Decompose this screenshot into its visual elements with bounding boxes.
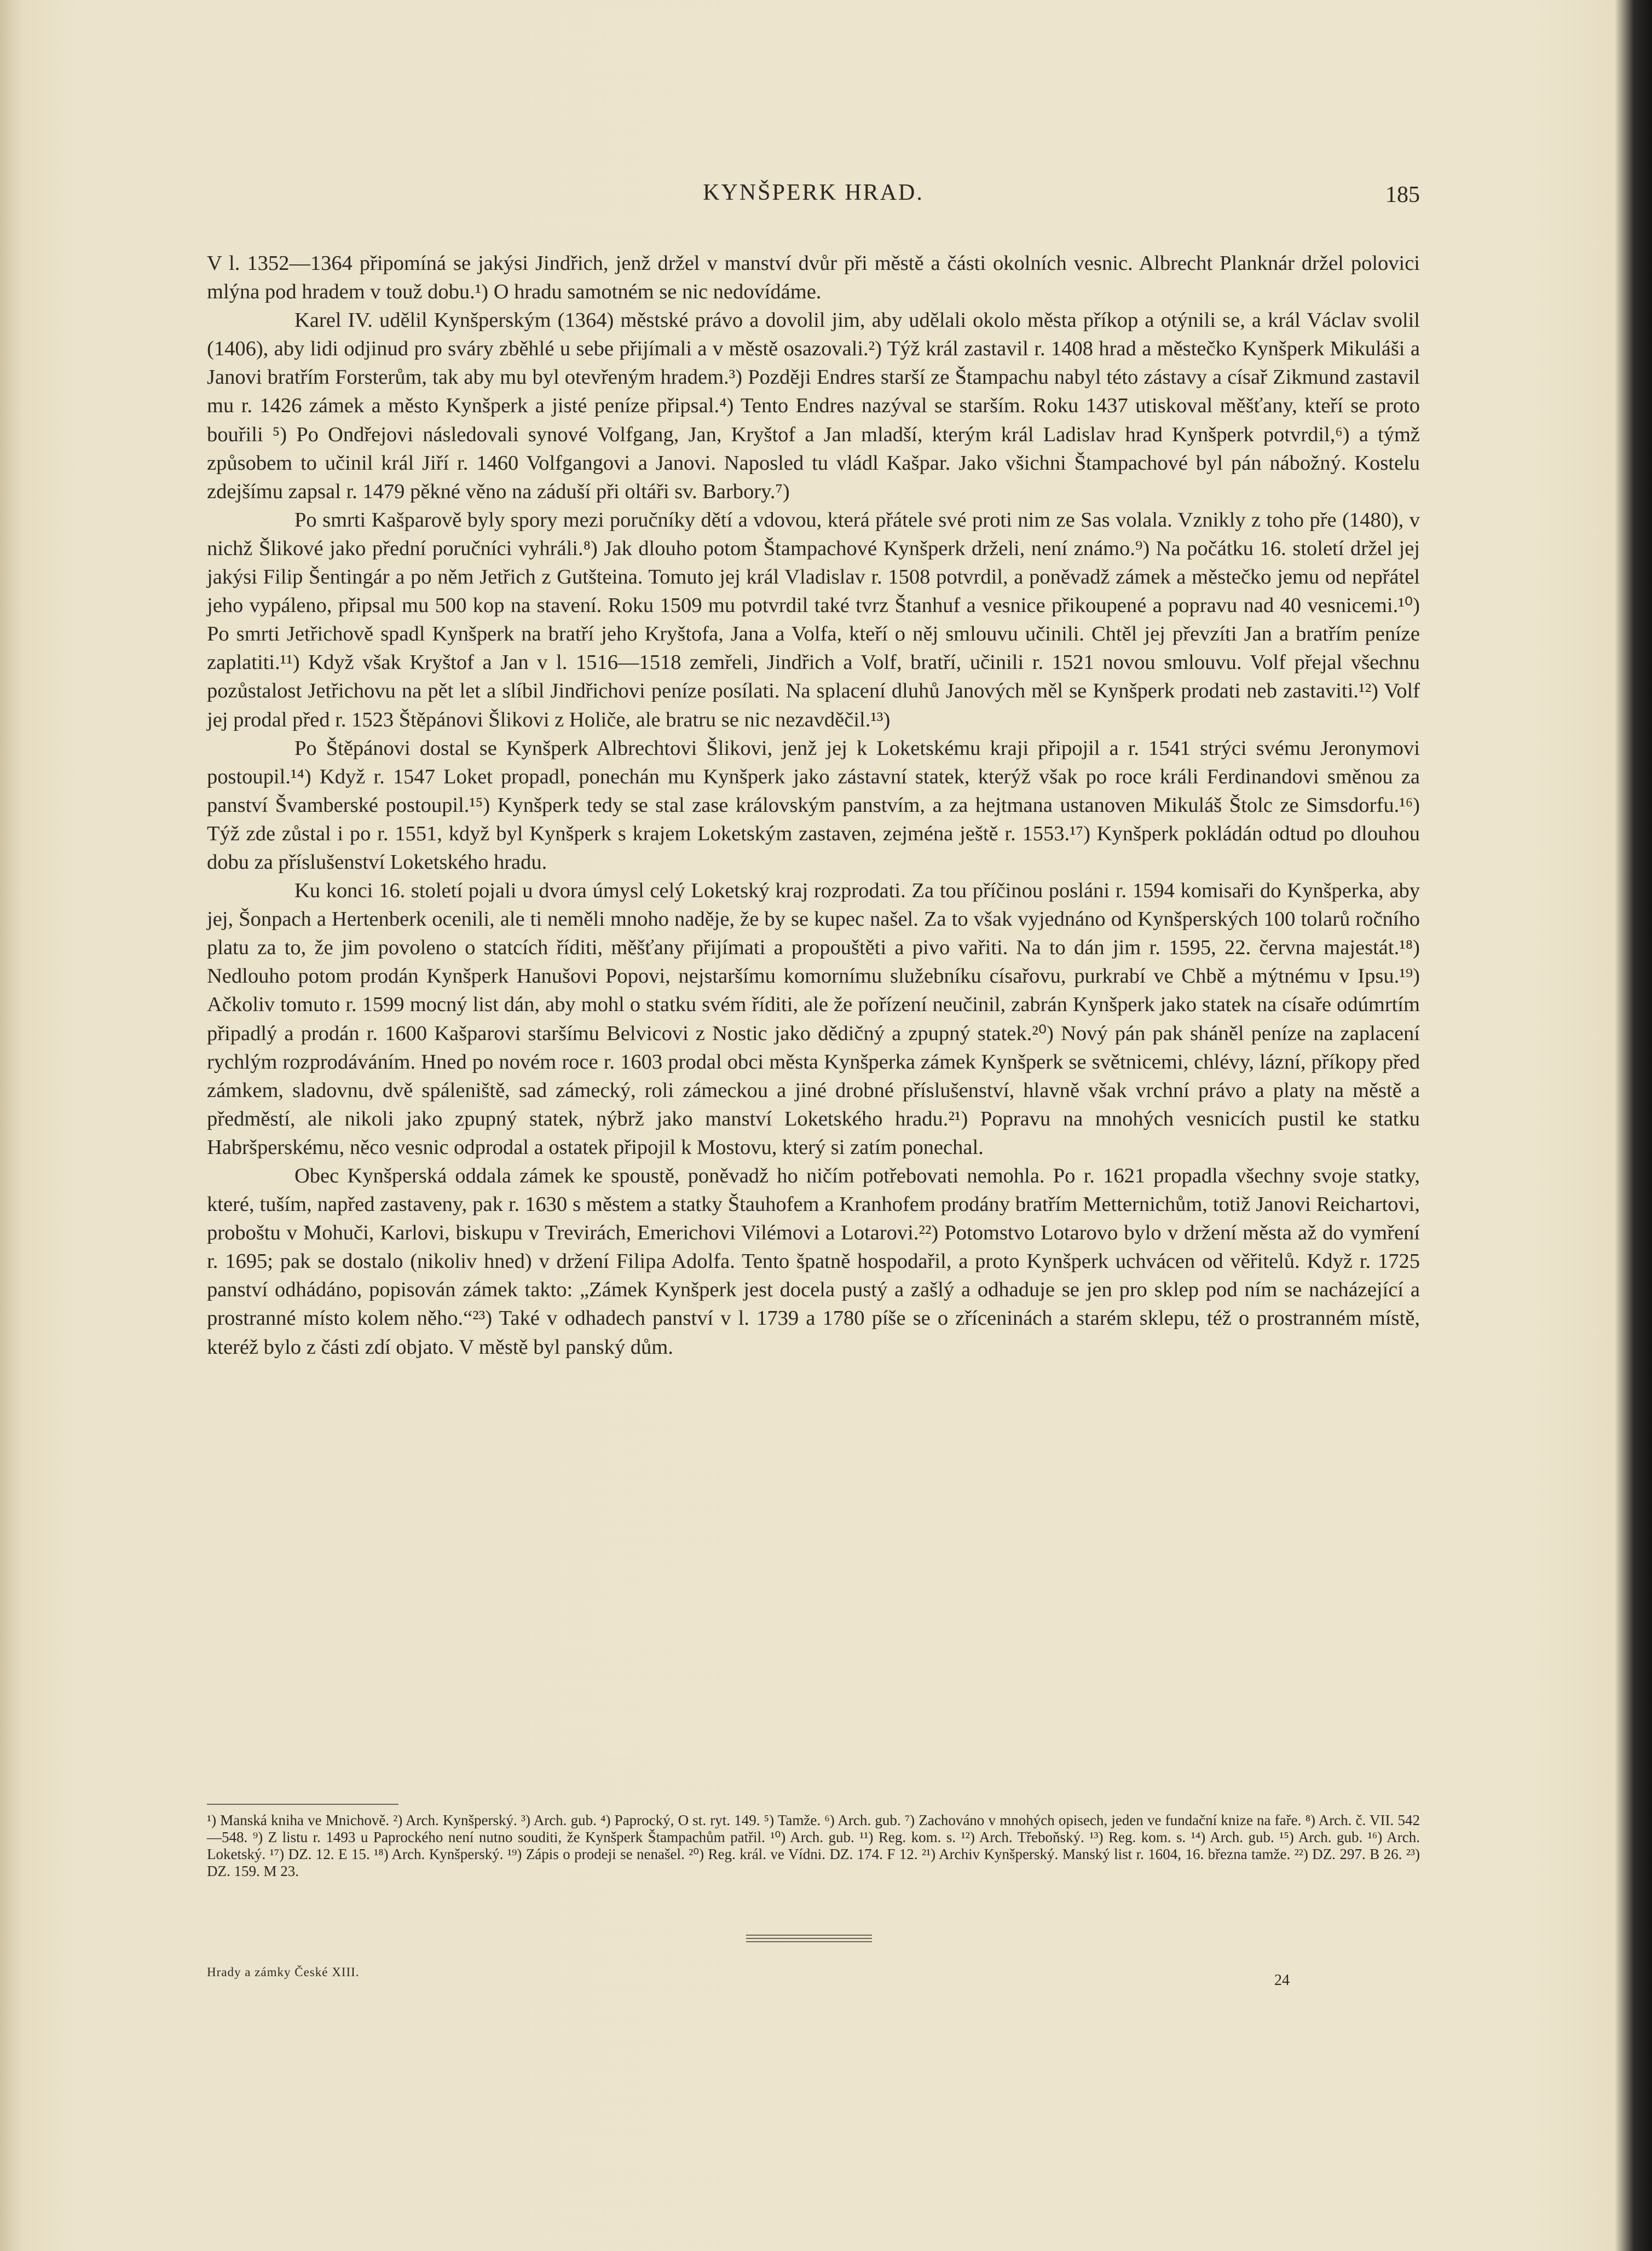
paragraph: Po Štěpánovi dostal se Kynšperk Albrechtovi Šlikovi, jenž jej k Loketskému kraji připojil a r. 1541 strýci svému Jeronymovi postoupil.¹⁴) Když r. 1547 Loket propadl, ponechán mu Kynšperk jako zástavní statek, kterýž však po roce králi Ferdinandovi směnou za panství Švamberské postoupil.¹⁵) Kynšperk tedy se stal zase královským panstvím, a za hejtmana ustanoven Mikuláš Štolc ze Simsdorfu.¹⁶) Týž zde zůstal i po r. 1551, když byl Kynšperk s krajem Loketským zastaven, zejména ještě r. 1553.¹⁷) Kynšperk pokládán odtud po dlouhou dobu za příslušenství Loketského hradu. [207, 736, 1420, 874]
book-page [207, 175, 1420, 2168]
running-header [207, 175, 1420, 208]
paragraph: Obec Kynšperská oddala zámek ke spoustě, poněvadž ho ničím potřebovati nemohla. Po r. 1621 propadla všechny svoje statky, které, tuším, napřed zastaveny, pak r. 1630 s městem a statky Štauhofem a Kranhofem prodány bratřím Metternichům, totiž Janovi Reichartovi, proboštu v Mohuči, Karlovi, biskupu v Trevirách, Emerichovi Vilémovi a Lotarovi.²²) Potomstvo Lotarovo bylo v držení města až do vymření r. 1695; pak se dostalo (nikoliv hned) v držení Filipa Adolfa. Tento špatně hospodařil, a proto Kynšperk uchvácen od věřitelů. Když r. 1725 panství odhádáno, popisován zámek takto: „Zámek Kynšperk jest docela pustý a zašlý a odhaduje se jen pro sklep pod ním se nacházející a prostranné místo kolem něho.“²³) Také v odhadech panství v l. 1739 a 1780 píše se o zříceninách a starém sklepu, též o prostranném místě, kteréž bylo z části zdí objato. V městě byl panský dům. [207, 1164, 1420, 1359]
paragraph: V l. 1352—1364 připomíná se jakýsi Jindřich, jenž držel v manství dvůr při městě a části okolních vesnic. Albrecht Planknár držel polovici mlýna pod hradem v touž dobu.¹) O hradu samotném se nic nedovídáme. [207, 252, 1420, 304]
paragraph: Po smrti Kašparově byly spory mezi poručníky dětí a vdovou, která přátele své proti nim ze Sas volala. Vznikly z toho pře (1480), v nichž Šlikové jako přední poručníci vyhráli.⁸) Jak dlouho potom Štampachové Kynšperk drželi, není známo.⁹) Na počátku 16. století držel jej jakýsi Filip Šentingár a po něm Jetřich z Gutšteina. Tomuto jej král Vladislav r. 1508 potvrdil, a poněvadž zámek a městečko jemu od nepřátel jeho vypáleno, připsal mu 500 kop na stavení. Roku 1509 mu potvrdil také tvrz Štanhuf a vesnice přikoupené a popravu nad 40 vesnicemi.¹⁰) Po smrti Jetřichově spadl Kynšperk na bratří jeho Kryštofa, Jana a Volfa, kteří o něj smlouvu učinili. Chtěl jej převzíti Jan a bratřím peníze zaplatiti.¹¹) Když však Kryštof a Jan v l. 1516—1518 zemřeli, Jindřich a Volf, bratří, učinili r. 1521 novou smlouvu. Volf přejal všechnu pozůstalost Jetřichovu na pět let a slíbil Jindřichovi peníze posílati. Na splacení dluhů Janových měl se Kynšperk prodati neb zastaviti.¹²) Volf jej prodal před r. 1523 Štěpánovi Šlikovi z Holiče, ale bratru se nic nezavděčil.¹³) [207, 508, 1420, 731]
running-title: KYNŠPERK HRAD. [703, 180, 924, 205]
paragraph: Karel IV. udělil Kynšperským (1364) městské právo a dovolil jim, aby udělali okolo města příkop a otýnili se, a král Václav svolil (1406), aby lidi odjinud pro sváry zběhlé u sebe přijímali a v městě osazovali.²) Týž král zastavil r. 1408 hrad a městečko Kynšperk Mikuláši a Janovi bratřím Forsterům, tak aby mu byl otevřeným hradem.³) Později Endres starší ze Štampachu nabyl této zástavy a císař Zikmund zastavil mu r. 1426 zámek a město Kynšperk a jisté peníze připsal.⁴) Tento Endres nazýval se starším. Roku 1437 utiskoval měšťany, kteří se proto bouřili ⁵) Po Ondřejovi následovali synové Volfgang, Jan, Kryštof a Jan mladší, kterým král Ladislav hrad Kynšperk potvrdil,⁶) a týmž způsobem to učinil král Jiří r. 1460 Volfgangovi a Janovi. Naposled tu vládl Kašpar. Jako všichni Štampachové byl pán nábožný. Kostelu zdejšímu zapsal r. 1479 pěkné věno na záduší při oltáři sv. Barbory.⁷) [207, 309, 1420, 503]
ornament-rule [746, 1935, 872, 1943]
paragraph: Ku konci 16. století pojali u dvora úmysl celý Loketský kraj rozprodati. Za tou příčinou posláni r. 1594 komisaři do Kynšperka, aby jej, Šonpach a Hertenberk ocenili, ale ti neměli mnoho naděje, že by se kupec našel. Za to však vyjednáno od Kynšperských 100 tolarů ročního platu za to, že jim povoleno o statcích říditi, měšťany přijímati a propouštěti a pivo vařiti. Na to dán jim r. 1595, 22. června majestát.¹⁸) Nedlouho potom prodán Kynšperk Hanušovi Popovi, nejstaršímu komornímu služebníku císařovu, purkrabí ve Chbě a mýtnému v Ipsu.¹⁹) Ačkoliv tomuto r. 1599 mocný list dán, aby mohl o statku svém říditi, ale že pořízení neučinil, zabrán Kynšperk jako statek na císaře odúmrtím připadlý a prodán r. 1600 Kašparovi staršímu Belvicovi z Nostic jako dědičný a zpupný statek.²⁰) Nový pán pak sháněl peníze na zaplacení rychlým rozprodáváním. Hned po novém roce r. 1603 prodal obci města Kynšperka zámek Kynšperk se světnicemi, chlévy, lázní, příkopy před zámkem, sladovnu, dvě spáleniště, sad zámecký, roli zámeckou a jiné drobné příslušenství, hlavně však vrchní právo a platy na městě a předměstí, ale nikoli jako zpupný statek, nýbrž jako manství Loketského hradu.²¹) Popravu na mnohých vesnicích pustil ke statku Habršperskému, něco vesnic odprodal a ostatek připojil k Mostovu, který si zatím ponechal. [207, 879, 1420, 1159]
page-number: 185 [1385, 182, 1420, 207]
body-text [207, 249, 1420, 1361]
footnote-separator [207, 1804, 398, 1805]
footnotes: ¹) Manská kniha ve Mnichově. ²) Arch. Kynšperský. ³) Arch. gub. ⁴) Paprocký, O st. ryt. 149. ⁵) Tamže. ⁶) Arch. gub. ⁷) Zachováno v mnohých opisech, jeden ve fundační knize na faře. ⁸) Arch. č. VII. 542—548. ⁹) Z listu r. 1493 u Paprockého není nutno souditi, že Kynšperk Štampachům patřil. ¹⁰) Arch. gub. ¹¹) Reg. kom. s. ¹²) Arch. Třeboňský. ¹³) Reg. kom. s. ¹⁴) Arch. gub. ¹⁵) Arch. gub. ¹⁶) Arch. Loketský. ¹⁷) DZ. 12. E 15. ¹⁸) Arch. Kynšperský. ¹⁹) Zápis o prodeji se nenašel. ²⁰) Reg. král. ve Vídni. DZ. 174. F 12. ²¹) Archiv Kynšperský. Manský list r. 1604, 16. března tamže. ²²) DZ. 297. B 26. ²³) DZ. 159. M 23. [207, 1812, 1420, 1879]
sheet-number: 24 [1274, 1972, 1290, 1989]
signature-mark: Hrady a zámky České XIII. [207, 1965, 360, 1979]
